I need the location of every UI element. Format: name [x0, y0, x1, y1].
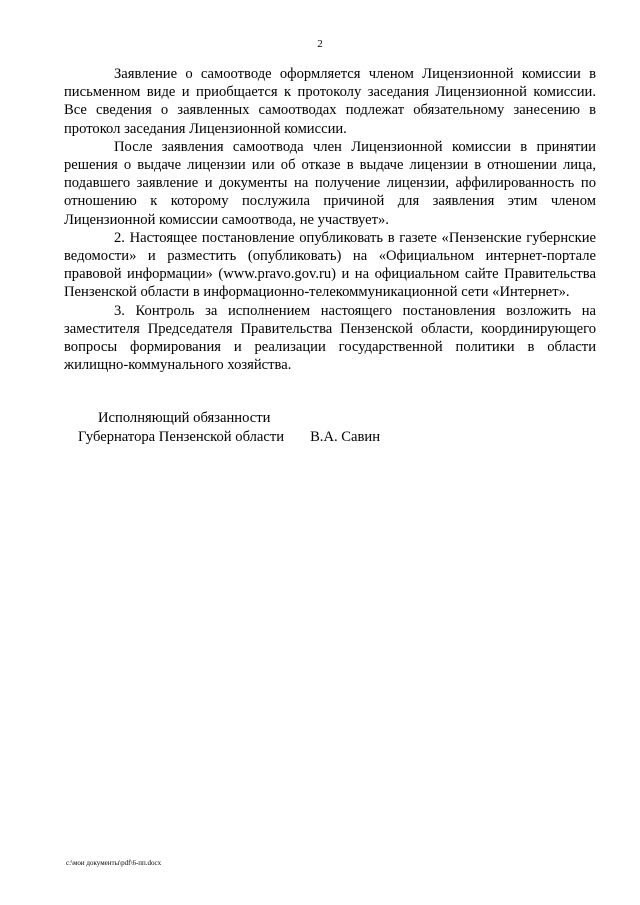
footer-file-path: c:\мои документы\pdf\6-пп.docx: [66, 859, 162, 867]
document-body: [64, 65, 596, 374]
paragraph-publication: 2. Настоящее постановление опубликовать в газете «Пензенские губернские ведомости» и разместить (опубликовать) на «Официальном интернет-портале правовой информации» (www.pravo.gov.ru) и на официальном сайте Правительства Пензенской области в информационно-телекоммуникационной сети «Интернет».: [64, 229, 596, 301]
signature-title-line1: Исполняющий обязанности: [98, 410, 271, 426]
signature-name: В.А. Савин: [310, 429, 381, 445]
paragraph-control: 3. Контроль за исполнением настоящего постановления возложить на заместителя Председателя Правительства Пензенской области, координирующего вопросы формирования и реализации государственной политики в области жилищно-коммунального хозяйства.: [64, 302, 596, 374]
signature-title-line2-row: [78, 428, 408, 447]
signature-block: [78, 409, 408, 447]
paragraph-recusal-participation: После заявления самоотвода член Лицензионной комиссии в принятии решения о выдаче лицензии или об отказе в выдаче лицензии в отношении лица, подавшего заявление и документы на получение лицензии, аффилированность по отношению к которому послужила причиной для заявления этим членом Лицензионной комиссии самоотвода, не участвует».: [64, 138, 596, 228]
paragraph-recusal-statement: Заявление о самоотводе оформляется членом Лицензионной комиссии в письменном виде и приобщается к протоколу заседания Лицензионной комиссии. Все сведения о заявленных самоотводах подлежат обязательному занесению в протокол заседания Лицензионной комиссии.: [64, 66, 596, 137]
page-number: 2: [317, 38, 323, 50]
signature-title-line2: Губернатора Пензенской области: [78, 429, 285, 445]
